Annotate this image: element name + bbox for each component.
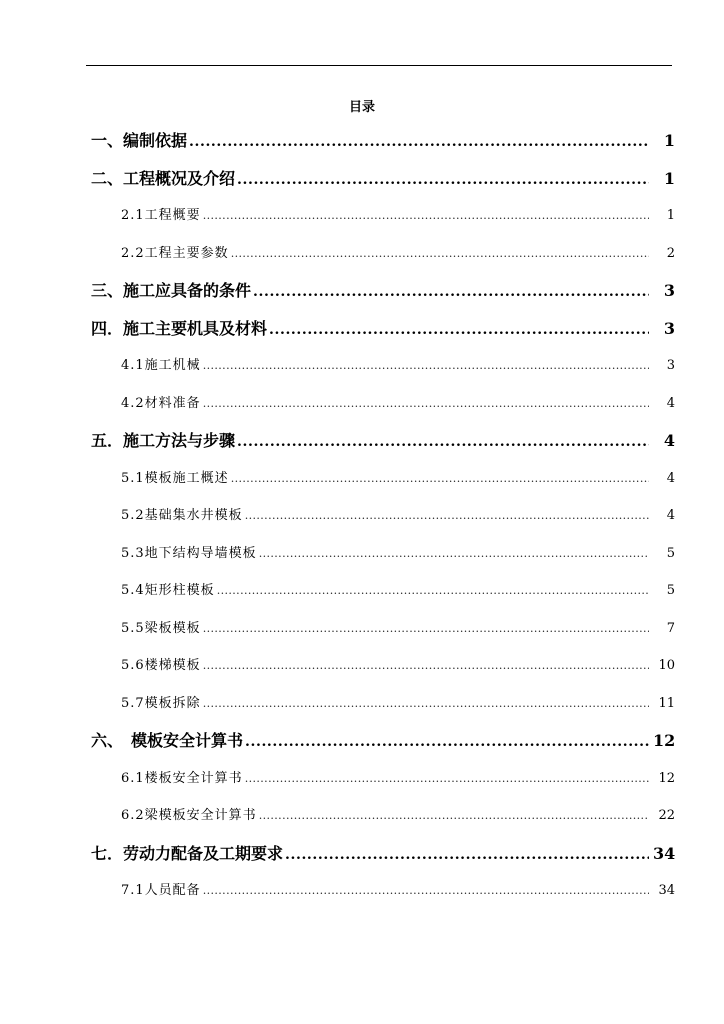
toc-dot-leader: [259, 535, 649, 573]
toc-entry-page: 3: [666, 358, 675, 373]
table-of-contents: [91, 122, 675, 910]
toc-entry-page: 4: [663, 431, 675, 450]
toc-section-entry[interactable]: [91, 797, 675, 835]
toc-chapter-entry[interactable]: [91, 722, 675, 760]
toc-dot-leader: [203, 610, 649, 648]
toc-entry-page: 1: [666, 208, 675, 223]
toc-entry-page: 1: [663, 168, 675, 188]
toc-entry-label: 4.1施工机械: [121, 358, 201, 373]
toc-entry-label: 6.1楼板安全计算书: [121, 770, 243, 786]
toc-chapter-entry[interactable]: [91, 272, 675, 310]
toc-entry-label: 5.6楼梯模板: [121, 658, 201, 673]
toc-entry-label: 5.4矩形柱模板: [121, 583, 215, 598]
header-rule: [86, 65, 672, 66]
toc-entry-label: 三、施工应具备的条件: [91, 281, 252, 300]
toc-entry-page: 3: [663, 281, 675, 300]
toc-dot-leader: [203, 685, 649, 723]
toc-chapter-entry[interactable]: [91, 122, 675, 160]
toc-entry-label: 五．施工方法与步骤: [91, 431, 236, 450]
toc-dot-leader: [203, 347, 649, 385]
toc-section-entry[interactable]: [91, 235, 675, 273]
toc-entry-page: 12: [653, 731, 675, 750]
toc-dot-leader: [203, 647, 649, 685]
toc-dot-leader: [217, 572, 649, 610]
toc-entry-page: 5: [666, 583, 675, 598]
toc-section-entry[interactable]: [91, 535, 675, 573]
toc-title: 目录: [348, 100, 375, 115]
toc-dot-leader: [269, 312, 649, 348]
toc-entry-page: 12: [658, 770, 675, 786]
toc-entry-label: 一、编制依据: [91, 131, 188, 150]
toc-entry-page: 5: [666, 545, 675, 561]
toc-entry-label: 7.1人员配备: [121, 883, 201, 898]
toc-section-entry[interactable]: [91, 347, 675, 385]
toc-section-entry[interactable]: [91, 610, 675, 648]
toc-section-entry[interactable]: [91, 572, 675, 610]
toc-entry-label: 5.3地下结构导墙模板: [121, 545, 257, 561]
toc-section-entry[interactable]: [91, 460, 675, 498]
toc-dot-leader: [237, 424, 649, 460]
toc-entry-page: 7: [666, 620, 675, 636]
toc-entry-page: 1: [663, 131, 675, 150]
toc-entry-page: 10: [658, 658, 675, 673]
toc-section-entry[interactable]: [91, 760, 675, 798]
toc-entry-label: 4.2材料准备: [121, 395, 201, 411]
toc-chapter-entry[interactable]: [91, 160, 675, 198]
toc-dot-leader: [203, 385, 649, 423]
toc-dot-leader: [285, 837, 649, 873]
toc-dot-leader: [259, 797, 649, 835]
toc-entry-page: 3: [663, 318, 675, 338]
toc-section-entry[interactable]: [91, 685, 675, 723]
toc-entry-page: 34: [658, 883, 675, 898]
toc-entry-page: 34: [653, 843, 675, 863]
toc-entry-label: 5.2基础集水井模板: [121, 508, 243, 523]
toc-dot-leader: [231, 235, 649, 273]
toc-dot-leader: [203, 197, 649, 235]
toc-dot-leader: [245, 760, 649, 798]
toc-entry-page: 4: [666, 470, 675, 486]
toc-entry-label: 2.2工程主要参数: [121, 245, 229, 261]
toc-entry-page: 4: [666, 508, 675, 523]
toc-entry-page: 4: [666, 395, 675, 411]
toc-entry-label: 四．施工主要机具及材料: [91, 318, 268, 338]
toc-section-entry[interactable]: [91, 647, 675, 685]
toc-dot-leader: [231, 460, 649, 498]
toc-dot-leader: [189, 124, 649, 160]
toc-chapter-entry[interactable]: [91, 835, 675, 873]
toc-chapter-entry[interactable]: [91, 310, 675, 348]
toc-dot-leader: [245, 724, 649, 760]
toc-entry-label: 6.2梁模板安全计算书: [121, 808, 257, 823]
toc-entry-label: 2.1工程概要: [121, 208, 201, 223]
toc-entry-page: 2: [666, 245, 675, 261]
toc-entry-page: 22: [658, 808, 675, 823]
toc-entry-label: 六、 模板安全计算书: [91, 731, 244, 750]
toc-entry-label: 二、工程概况及介绍: [91, 168, 236, 188]
toc-chapter-entry[interactable]: [91, 422, 675, 460]
toc-entry-label: 5.7模板拆除: [121, 695, 201, 711]
toc-entry-page: 11: [658, 695, 675, 711]
toc-entry-label: 七．劳动力配备及工期要求: [91, 843, 284, 863]
toc-entry-label: 5.5梁板模板: [121, 620, 201, 636]
toc-section-entry[interactable]: [91, 497, 675, 535]
toc-dot-leader: [245, 497, 649, 535]
toc-section-entry[interactable]: [91, 872, 675, 910]
toc-dot-leader: [237, 162, 649, 198]
toc-section-entry[interactable]: [91, 197, 675, 235]
toc-dot-leader: [203, 872, 649, 910]
toc-dot-leader: [253, 274, 649, 310]
toc-section-entry[interactable]: [91, 385, 675, 423]
toc-entry-label: 5.1模板施工概述: [121, 470, 229, 486]
